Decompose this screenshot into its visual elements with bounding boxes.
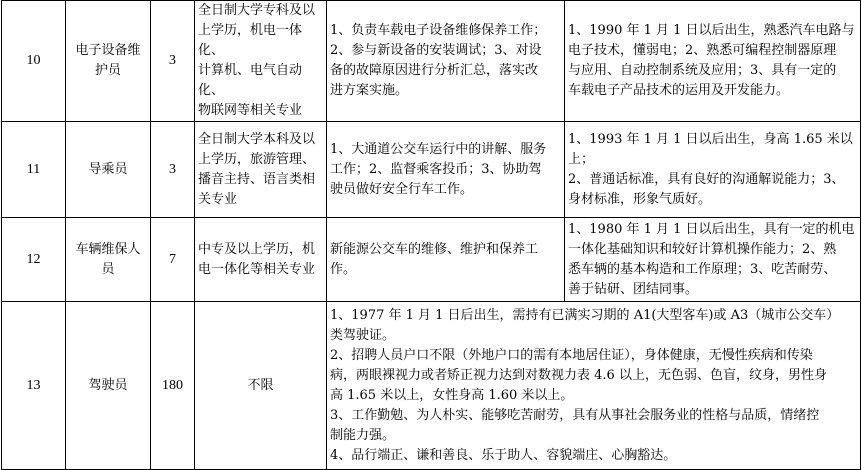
job-requirements: 1、1993 年 1 月 1 日以后出生，身高 1.65 米以上； 2、普通话标准，具有良好的沟通解说能力；3、 身材标准，形象气质好。 xyxy=(565,122,861,218)
table-row xyxy=(2,218,861,302)
job-requirements: 1、1990 年 1 月 1 日以后出生，熟悉汽车电路与 电子技术，懂弱电；2、熟悉可编程控制器原理 与应用、自动控制系统及应用；3、具有一定的 车载电子产品技术的运用及开发能力。 xyxy=(565,1,861,122)
headcount: 3 xyxy=(151,122,195,218)
headcount: 7 xyxy=(151,218,195,302)
job-requirements: 1、1977 年 1 月 1 日后出生，需持有已满实习期的 A1(大型客车)或 A3（城市公交车） 类驾驶证。 2、招聘人员户口不限（外地户口的需有本地居住证），身体健康，无慢性疾病和传染 病，两眼裸视力或者矫正视力达到对数视力表 4.6 以上，无色弱、色盲，纹身，男性身 高 1.65 米以上，女性身高 1.60 米以上。 3、工作勤勉、为人朴实、能够吃苦耐劳，具有从事社会服务业的性格与品质，情绪控 制能力强。 4、品行端正、谦和善良、乐于助人、容貌端庄、心胸豁达。 xyxy=(327,302,861,470)
job-duties: 新能源公交车的维修、维护和保养工 作。 xyxy=(327,218,565,302)
education-requirement: 中专及以上学历，机 电一体化等相关专业 xyxy=(195,218,327,302)
row-number: 13 xyxy=(2,302,66,470)
row-number: 12 xyxy=(2,218,66,302)
post-name: 驾驶员 xyxy=(66,302,151,470)
recruitment-table xyxy=(1,0,861,470)
row-number: 11 xyxy=(2,122,66,218)
table-row xyxy=(2,1,861,122)
row-number: 10 xyxy=(2,1,66,122)
table-row xyxy=(2,122,861,218)
job-duties: 1、大通道公交车运行中的讲解、服务 工作；2、监督乘客投币；3、协助驾 驶员做好安全行车工作。 xyxy=(327,122,565,218)
headcount: 3 xyxy=(151,1,195,122)
education-requirement: 全日制大学本科及以 上学历，旅游管理、 播音主持、语言类相 关专业 xyxy=(195,122,327,218)
table-row xyxy=(2,302,861,470)
post-name: 车辆维保人 员 xyxy=(66,218,151,302)
post-name: 电子设备维 护员 xyxy=(66,1,151,122)
education-requirement: 不限 xyxy=(195,302,327,470)
job-requirements: 1、1980 年 1 月 1 日以后出生，具有一定的机电 一体化基础知识和较好计算机操作能力；2、熟 悉车辆的基本构造和工作原理；3、吃苦耐劳、 善于钻研、团结同事。 xyxy=(565,218,861,302)
post-name: 导乘员 xyxy=(66,122,151,218)
education-requirement: 全日制大学专科及以 上学历，机电一体化、 计算机、电气自动化、 物联网等相关专业 xyxy=(195,1,327,122)
headcount: 180 xyxy=(151,302,195,470)
job-duties: 1、负责车载电子设备维修保养工作； 2、参与新设备的安装调试；3、对设 备的故障原因进行分析汇总，落实改 进方案实施。 xyxy=(327,1,565,122)
